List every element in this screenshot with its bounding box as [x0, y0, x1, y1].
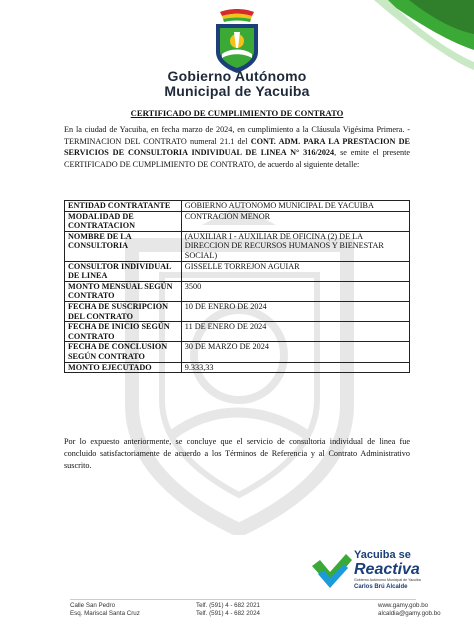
table-row: [65, 301, 410, 321]
table-row: [65, 211, 410, 231]
contract-details-table: [64, 200, 410, 373]
slogan-line-3: Gobierno Autónomo Municipal de Yacuiba: [354, 578, 421, 582]
checkmark-logo-icon: [310, 552, 354, 592]
email-link[interactable]: alcaldia@gamy.gob.bo: [378, 610, 441, 617]
intro-text-1: En la ciudad de Yacuiba, en fecha marzo de 2024, en cumplimiento a la Cláusula Vigésima Primera. - TERMINACION DEL CONTRATO numeral 21.1 del: [64, 125, 410, 146]
row-label: ENTIDAD CONTRATANTE: [65, 201, 182, 212]
organization-name: [0, 69, 474, 99]
row-value: 9.333,33: [181, 362, 409, 373]
address-line-2: Esq. Mariscal Santa Cruz: [70, 610, 140, 617]
coat-of-arms-icon: [208, 8, 266, 74]
intro-contract-ref: CONT. ADM. PARA LA PRESTACION DE SERVICIOS DE CONSULTORIA INDIVIDUAL DE LINEA N° 316/2024: [64, 136, 410, 157]
address-line-1: Calle San Pedro: [70, 602, 116, 609]
row-label: FECHA DE INICIO SEGÚN CONTRATO: [65, 322, 182, 342]
row-label: FECHA DE SUSCRIPCION DEL CONTRATO: [65, 301, 182, 321]
row-value: 11 DE ENERO DE 2024: [181, 322, 409, 342]
table-row: [65, 201, 410, 212]
footer-contact: [378, 602, 441, 618]
intro-paragraph: [64, 124, 410, 170]
row-label: MONTO EJECUTADO: [65, 362, 182, 373]
row-value: 10 DE ENERO DE 2024: [181, 301, 409, 321]
slogan-logo: [310, 548, 434, 598]
org-line-2: Municipal de Yacuiba: [164, 83, 310, 99]
row-label: CONSULTOR INDIVIDUAL DE LINEA: [65, 261, 182, 281]
row-label: MODALIDAD DE CONTRATACION: [65, 211, 182, 231]
table-row: [65, 362, 410, 373]
table-row: [65, 231, 410, 261]
phone-line-1: Telf. (591) 4 - 682 2021: [196, 602, 260, 609]
footer-address: [70, 602, 140, 618]
org-line-1: Gobierno Autónomo: [167, 68, 307, 84]
footer-phones: [196, 602, 260, 618]
slogan-line-4: Carlos Brú Alcalde: [354, 584, 408, 590]
phone-line-2: Telf. (591) 4 - 682 2024: [196, 610, 260, 617]
row-value: CONTRACION MENOR: [181, 211, 409, 231]
row-value: GISSELLE TORREJON AGUIAR: [181, 261, 409, 281]
footer: [0, 600, 474, 632]
table-row: [65, 342, 410, 362]
row-label: NOMBRE DE LA CONSULTORIA: [65, 231, 182, 261]
closing-paragraph: Por lo expuesto anteriormente, se concluye que el servicio de consultoria individual de linea fue concluido satisfactoriamente de acuerdo a los Términos de Referencia y al Contrato Administrativo suscrito.: [64, 437, 410, 470]
row-value: (AUXILIAR I - AUXILIAR DE OFICINA (2) DE LA DIRECCION DE RECURSOS HUMANOS Y BIENESTAR SOCIAL): [181, 231, 409, 261]
document-title: CERTIFICADO DE CUMPLIMIENTO DE CONTRATO: [130, 108, 344, 118]
row-value: GOBIERNO AUTONOMO MUNICIPAL DE YACUIBA: [181, 201, 409, 212]
slogan-line-1: Yacuiba se: [354, 549, 411, 561]
row-label: FECHA DE CONCLUSION SEGÚN CONTRATO: [65, 342, 182, 362]
table-row: [65, 261, 410, 281]
intro-text-2: , se emite el presente CERTIFICADO DE CUMPLIMIENTO DE CONTRATO, de acuerdo al siguiente detalle:: [64, 148, 410, 169]
row-label: MONTO MENSUAL SEGÚN CONTRATO: [65, 281, 182, 301]
slogan-line-2: Reactiva: [354, 561, 420, 578]
table-row: [65, 322, 410, 342]
row-value: 30 DE MARZO DE 2024: [181, 342, 409, 362]
website-link[interactable]: www.gamy.gob.bo: [378, 602, 429, 609]
row-value: 3500: [181, 281, 409, 301]
table-row: [65, 281, 410, 301]
